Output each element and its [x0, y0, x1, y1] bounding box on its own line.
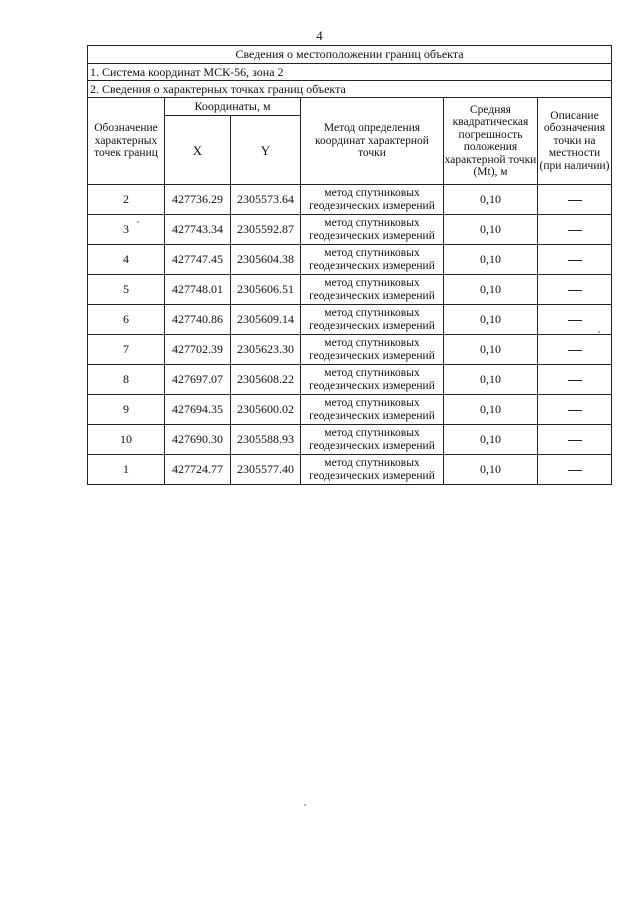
- cell-y: 2305592.87: [231, 215, 301, 245]
- cell-x: 427702.39: [165, 335, 231, 365]
- cell-description: [538, 425, 612, 455]
- cell-x: 427748.01: [165, 275, 231, 305]
- cell-method: метод спутниковых геодезических измерений: [301, 185, 444, 215]
- cell-description: [538, 275, 612, 305]
- cell-y: 2305600.02: [231, 395, 301, 425]
- dash-mark: [568, 350, 582, 351]
- table-row: [88, 425, 612, 455]
- cell-y: 2305588.93: [231, 425, 301, 455]
- cell-mean-error: 0,10: [444, 215, 538, 245]
- cell-y: 2305608.22: [231, 365, 301, 395]
- table-row: [88, 215, 612, 245]
- section-coordinate-system: 1. Система координат МСК-56, зона 2: [88, 64, 612, 81]
- cell-point: 7: [88, 335, 165, 365]
- cell-x: 427747.45: [165, 245, 231, 275]
- table-row: [88, 335, 612, 365]
- cell-y: 2305573.64: [231, 185, 301, 215]
- cell-method: метод спутниковых геодезических измерений: [301, 305, 444, 335]
- dash-mark: [568, 380, 582, 381]
- cell-description: [538, 335, 612, 365]
- cell-mean-error: 0,10: [444, 365, 538, 395]
- cell-description: [538, 245, 612, 275]
- cell-y: 2305623.30: [231, 335, 301, 365]
- header-point-designation: Обозначение характерных точек границ: [88, 98, 165, 185]
- cell-point: 2: [88, 185, 165, 215]
- table-row: [88, 455, 612, 485]
- cell-x: 427736.29: [165, 185, 231, 215]
- header-coordinates: Координаты, м: [165, 98, 301, 116]
- cell-point: 3: [88, 215, 165, 245]
- cell-method: метод спутниковых геодезических измерений: [301, 335, 444, 365]
- dash-mark: [568, 410, 582, 411]
- cell-point: 6: [88, 305, 165, 335]
- table-row: [88, 185, 612, 215]
- cell-method: метод спутниковых геодезических измерений: [301, 245, 444, 275]
- cell-y: 2305604.38: [231, 245, 301, 275]
- table-row: [88, 365, 612, 395]
- cell-description: [538, 185, 612, 215]
- cell-description: [538, 305, 612, 335]
- cell-y: 2305577.40: [231, 455, 301, 485]
- cell-x: 427724.77: [165, 455, 231, 485]
- dash-mark: [568, 290, 582, 291]
- scan-speck: [137, 221, 139, 223]
- table-row: [88, 275, 612, 305]
- cell-mean-error: 0,10: [444, 275, 538, 305]
- dash-mark: [568, 200, 582, 201]
- cell-description: [538, 215, 612, 245]
- cell-x: 427740.86: [165, 305, 231, 335]
- cell-mean-error: 0,10: [444, 335, 538, 365]
- cell-method: метод спутниковых геодезических измерений: [301, 455, 444, 485]
- scan-speck: [304, 804, 306, 806]
- cell-method: метод спутниковых геодезических измерений: [301, 215, 444, 245]
- header-y: Y: [231, 116, 301, 185]
- scan-speck: [598, 331, 600, 333]
- cell-mean-error: 0,10: [444, 425, 538, 455]
- cell-mean-error: 0,10: [444, 185, 538, 215]
- cell-description: [538, 455, 612, 485]
- cell-x: 427743.34: [165, 215, 231, 245]
- cell-x: 427690.30: [165, 425, 231, 455]
- section-characteristic-points: 2. Сведения о характерных точках границ объекта: [88, 81, 612, 98]
- table-row: [88, 305, 612, 335]
- cell-point: 8: [88, 365, 165, 395]
- page-number: 4: [316, 28, 323, 43]
- cell-point: 9: [88, 395, 165, 425]
- dash-mark: [568, 230, 582, 231]
- cell-mean-error: 0,10: [444, 305, 538, 335]
- cell-method: метод спутниковых геодезических измерений: [301, 275, 444, 305]
- table-title: Сведения о местоположении границ объекта: [88, 46, 612, 64]
- cell-method: метод спутниковых геодезических измерений: [301, 395, 444, 425]
- header-method: Метод определения координат характерной точки: [301, 98, 444, 185]
- cell-method: метод спутниковых геодезических измерений: [301, 425, 444, 455]
- table-row: [88, 395, 612, 425]
- dash-mark: [568, 320, 582, 321]
- dash-mark: [568, 260, 582, 261]
- cell-point: 4: [88, 245, 165, 275]
- cell-point: 5: [88, 275, 165, 305]
- header-description: Описание обозначения точки на местности (при наличии): [538, 98, 612, 185]
- table-row: [88, 245, 612, 275]
- header-x: X: [165, 116, 231, 185]
- cell-x: 427697.07: [165, 365, 231, 395]
- cell-method: метод спутниковых геодезических измерений: [301, 365, 444, 395]
- boundary-points-table: [87, 45, 612, 485]
- cell-point: 10: [88, 425, 165, 455]
- cell-description: [538, 395, 612, 425]
- cell-y: 2305609.14: [231, 305, 301, 335]
- cell-mean-error: 0,10: [444, 245, 538, 275]
- cell-point: 1: [88, 455, 165, 485]
- cell-y: 2305606.51: [231, 275, 301, 305]
- cell-mean-error: 0,10: [444, 455, 538, 485]
- cell-mean-error: 0,10: [444, 395, 538, 425]
- header-mean-error: Средняя квадратическая погрешность положения характерной точки (Mt), м: [444, 98, 538, 185]
- dash-mark: [568, 440, 582, 441]
- cell-description: [538, 365, 612, 395]
- cell-x: 427694.35: [165, 395, 231, 425]
- dash-mark: [568, 470, 582, 471]
